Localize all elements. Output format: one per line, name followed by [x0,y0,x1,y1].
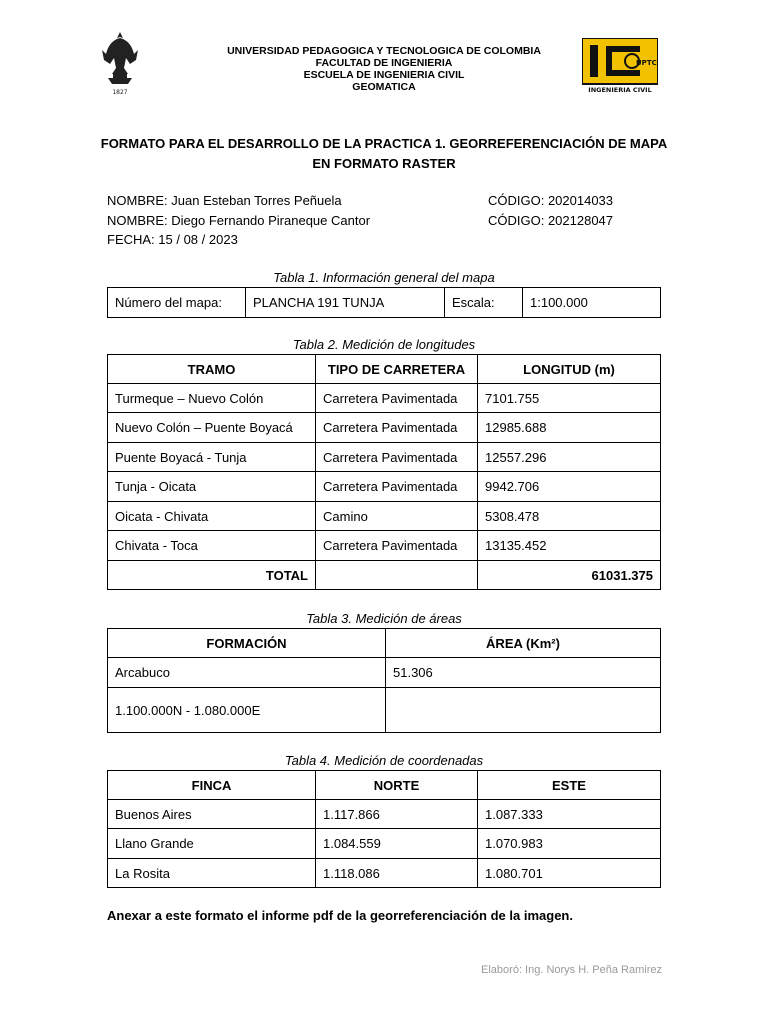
cell-finca: Llano Grande [108,829,316,859]
table-row [108,443,661,472]
cell-length: 5308.478 [478,502,661,531]
table-row [108,502,661,531]
cell-tramo: Chivata - Toca [108,531,316,561]
coordinates-table [107,770,661,888]
cell-road-type: Carretera Pavimentada [316,443,478,472]
header-tramo: TRAMO [108,355,316,384]
uptc-civil-engineering-logo [582,38,658,94]
cell-length: 12557.296 [478,443,661,472]
cell-tramo: Oicata - Chivata [108,502,316,531]
cell-norte: 1.084.559 [316,829,478,859]
student-2-code: CÓDIGO: 202128047 [488,213,614,228]
table-row [108,288,661,318]
cell-road-type: Carretera Pavimentada [316,413,478,443]
areas-table [107,628,661,733]
faculty-name: FACULTAD DE INGENIERIA [315,57,453,69]
table-row [108,531,661,561]
cell-road-type: Carretera Pavimentada [316,384,478,413]
total-value: 61031.375 [478,561,661,590]
cell-length: 7101.755 [478,384,661,413]
table-row [108,413,661,443]
student-2-name: NOMBRE: Diego Fernando Piraneque Cantor [107,213,371,228]
table-row [108,472,661,502]
table-row [108,859,661,888]
cell-length: 13135.452 [478,531,661,561]
table2-caption: Tabla 2. Medición de longitudes [292,337,476,352]
cell-este: 1.070.983 [478,829,661,859]
cell-formation: 1.100.000N - 1.080.000E [108,688,386,733]
cell-road-type: Carretera Pavimentada [316,472,478,502]
header-norte: NORTE [316,771,478,800]
header-este: ESTE [478,771,661,800]
annex-note: Anexar a este formato el informe pdf de la georreferenciación de la imagen. [107,908,573,923]
student-1-name: NOMBRE: Juan Esteban Torres Peñuela [107,193,342,208]
cell-finca: La Rosita [108,859,316,888]
cell-tramo: Tunja - Oicata [108,472,316,502]
cell-area [386,688,661,733]
cell-road-type: Carretera Pavimentada [316,531,478,561]
document-title-line1: FORMATO PARA EL DESARROLLO DE LA PRACTICA 1. GEORREFERENCIACIÓN DE MAPA [100,136,668,151]
footer-author: Elaboró: Ing. Norys H. Peña Ramirez [481,964,662,976]
map-number-label: Número del mapa: [108,288,246,318]
crest-year: 1827 [112,89,128,96]
logo-uptc-text: UPTC [636,59,657,67]
scale-label: Escala: [445,288,523,318]
university-crest-logo [98,28,142,96]
map-number-value: PLANCHA 191 TUNJA [246,288,445,318]
cell-area: 51.306 [386,658,661,688]
cell-road-type: Camino [316,502,478,531]
header-length: LONGITUD (m) [478,355,661,384]
table4-caption: Tabla 4. Medición de coordenadas [284,753,484,768]
cell-length: 9942.706 [478,472,661,502]
table-header-row [108,629,661,658]
cell-formation: Arcabuco [108,658,386,688]
student-1-code: CÓDIGO: 202014033 [488,193,614,208]
table-row [108,384,661,413]
document-title-line2: EN FORMATO RASTER [312,156,456,171]
map-info-table [107,287,661,318]
cell-este: 1.080.701 [478,859,661,888]
cell-tramo: Nuevo Colón – Puente Boyacá [108,413,316,443]
cell-norte: 1.118.086 [316,859,478,888]
logo-caption: INGENIERIA CIVIL [588,86,652,94]
table-row [108,688,661,733]
cell-tramo: Turmeque – Nuevo Colón [108,384,316,413]
total-label: TOTAL [108,561,316,590]
scale-value: 1:100.000 [523,288,661,318]
table1-caption: Tabla 1. Información general del mapa [273,270,495,285]
subject-name: GEOMATICA [352,81,416,93]
cell-tramo: Puente Boyacá - Tunja [108,443,316,472]
table3-caption: Tabla 3. Medición de áreas [306,611,462,626]
school-name: ESCUELA DE INGENIERIA CIVIL [303,69,465,81]
cell-este: 1.087.333 [478,800,661,829]
table-row [108,829,661,859]
table-header-row [108,355,661,384]
table-row [108,658,661,688]
date: FECHA: 15 / 08 / 2023 [107,232,238,247]
lengths-table [107,354,661,590]
cell-length: 12985.688 [478,413,661,443]
cell-norte: 1.117.866 [316,800,478,829]
header-road-type: TIPO DE CARRETERA [316,355,478,384]
header-area: ÁREA (Km²) [386,629,661,658]
table-header-row [108,771,661,800]
university-name: UNIVERSIDAD PEDAGOGICA Y TECNOLOGICA DE COLOMBIA [227,45,541,57]
table-total-row [108,561,661,590]
header-finca: FINCA [108,771,316,800]
table-row [108,800,661,829]
header-formation: FORMACIÓN [108,629,386,658]
total-empty-cell [316,561,478,590]
cell-finca: Buenos Aires [108,800,316,829]
